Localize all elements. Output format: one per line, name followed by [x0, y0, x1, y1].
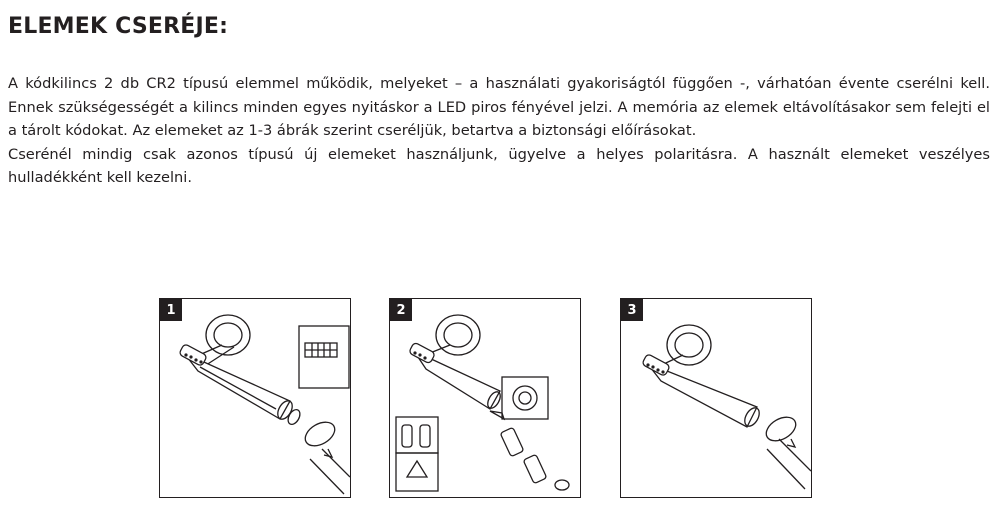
figure-step-3 — [620, 298, 812, 498]
paragraph: Cserénél mindig csak azonos típusú új elemeket használjunk, ügyelve a helyes polaritásra. A használt elemeket veszélyes hulladékként kell kezelni. — [8, 145, 990, 187]
figure-number: 1 — [160, 299, 182, 321]
paragraph: A kódkilincs 2 db CR2 típusú elemmel működik, melyeket – a használati gyakoriságtól függően -, várhatóan évente cserélni kell. Ennek szükségességét a kilincs minden egyes nyitáskor a LED piros fényével jelzi. A memória az elemek eltávolításakor sem felejti el a tárolt kódokat. Az elemeket az 1-3 ábrák szerint cseréljük, betartva a biztonsági előírásokat. — [8, 75, 990, 140]
page-title: ELEMEK CSERÉJE: — [8, 14, 229, 39]
figure-step-1 — [159, 298, 351, 498]
figure-number: 3 — [621, 299, 643, 321]
instructions-text — [8, 72, 990, 190]
figure-step-2 — [389, 298, 581, 498]
figure-number: 2 — [390, 299, 412, 321]
battery-replace-illustration — [390, 299, 580, 497]
handle-unscrew-illustration — [160, 299, 350, 497]
handle-screw-in-illustration — [621, 299, 811, 497]
